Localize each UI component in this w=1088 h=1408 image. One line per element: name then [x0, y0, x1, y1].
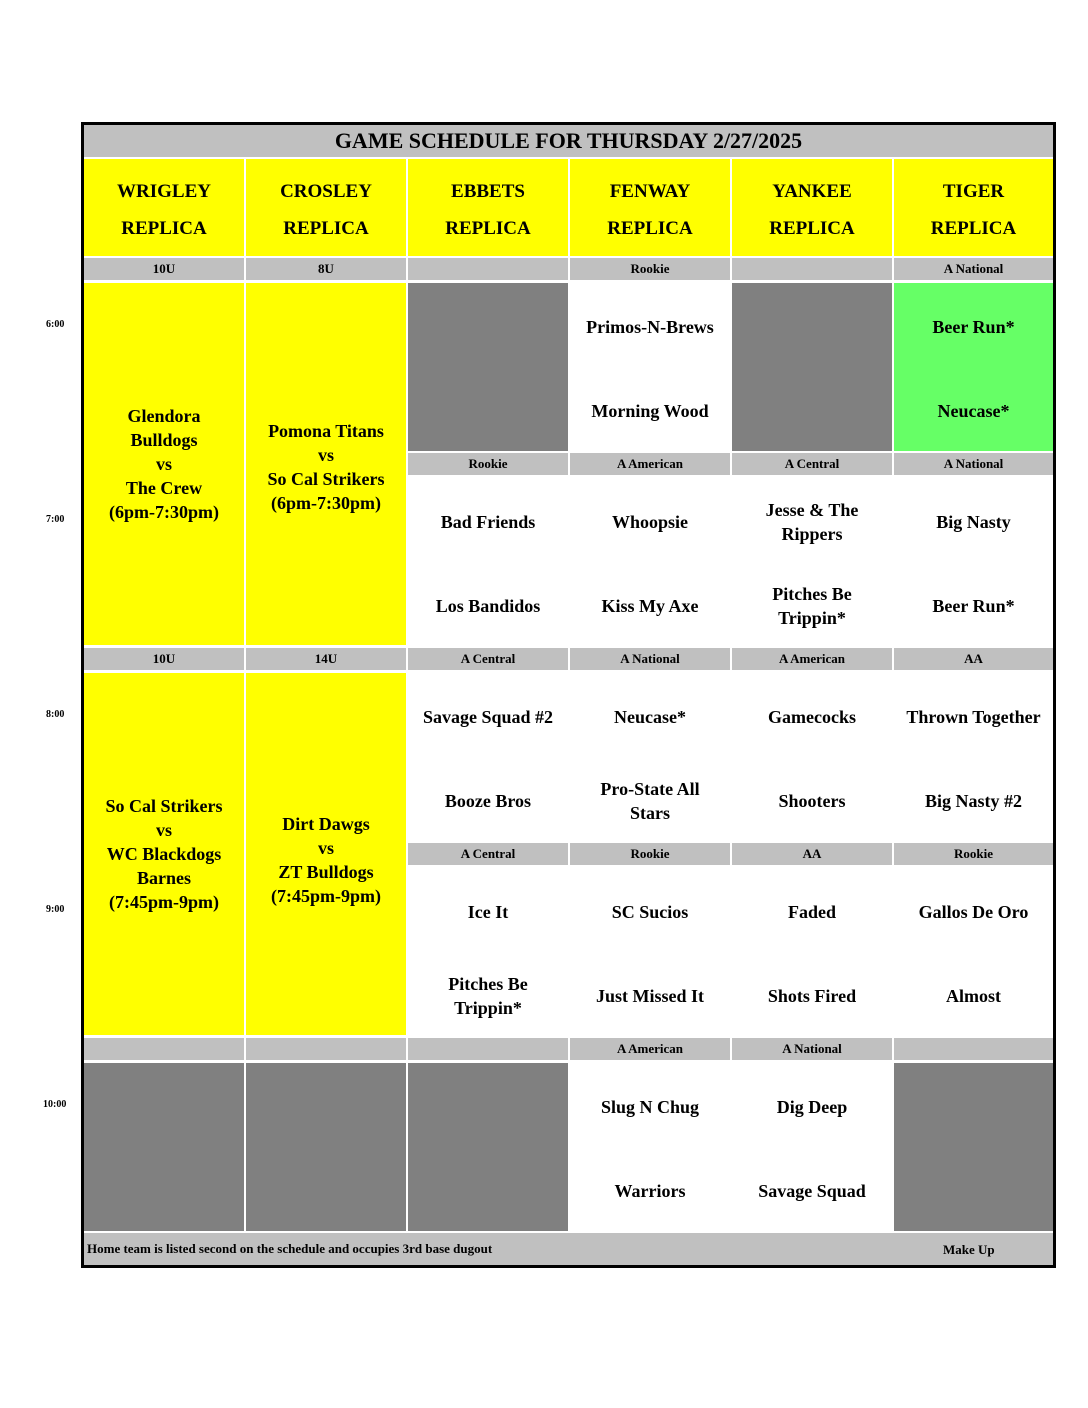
unused-cell: [246, 1063, 406, 1231]
team-name: Thrown Together: [906, 707, 1041, 727]
team-name: Shooters: [778, 791, 846, 811]
field-header-ebbets: [408, 159, 568, 256]
field-header-wrigley: [84, 159, 244, 256]
game-cell-tiger-9pm: [894, 868, 1053, 1036]
field-header-fenway: [570, 159, 730, 256]
team-name: Dirt Dawgs: [282, 814, 370, 834]
game-cell-wrigley-6pm: [84, 283, 244, 645]
team-name: Big Nasty: [936, 512, 1011, 532]
time-label: 9:00: [46, 904, 65, 915]
game-cell-tiger-8pm: [894, 673, 1053, 841]
field-name: EBBETS: [451, 181, 525, 202]
team-name: Shots Fired: [767, 986, 857, 1006]
team-name: SC Sucios: [611, 902, 689, 922]
division-label: Rookie: [570, 843, 730, 865]
game-cell-crosley-745pm: [246, 673, 406, 1035]
team-name: Bulldogs: [130, 430, 198, 450]
team-name: Big Nasty #2: [924, 791, 1022, 811]
division-label: AA: [732, 843, 892, 865]
team-name: Kiss My Axe: [601, 596, 699, 616]
division-label: A National: [732, 1038, 892, 1060]
division-label: A American: [570, 1038, 730, 1060]
division-label: [246, 1038, 406, 1060]
team-name: Gallos De Oro: [918, 902, 1029, 922]
division-label: A National: [894, 258, 1053, 280]
versus-label: vs: [155, 454, 172, 474]
division-label: AA: [894, 648, 1053, 670]
field-sub: REPLICA: [283, 218, 369, 239]
field-name: YANKEE: [772, 181, 852, 202]
team-name: Bad Friends: [440, 512, 536, 532]
game-cell-ebbets-7pm: [408, 478, 568, 646]
footer-note: Home team is listed second on the schedule and occupies 3rd base dugout: [84, 1233, 1053, 1265]
field-sub: REPLICA: [121, 218, 207, 239]
game-time: (6pm-7:30pm): [109, 502, 219, 522]
game-cell-crosley-6pm: [246, 283, 406, 645]
field-sub: REPLICA: [769, 218, 855, 239]
game-cell-fenway-10pm: [570, 1063, 730, 1231]
unused-cell: [84, 1063, 244, 1231]
game-time: (7:45pm-9pm): [109, 892, 219, 912]
game-cell-fenway-6pm: [570, 283, 730, 451]
division-label: [84, 1038, 244, 1060]
division-label: Rookie: [570, 258, 730, 280]
team-name: Pomona Titans: [268, 421, 384, 441]
game-cell-tiger-6pm: [894, 283, 1053, 451]
team-name: Beer Run*: [932, 596, 1015, 616]
team-name: Booze Bros: [444, 791, 532, 811]
team-name: Just Missed It: [595, 986, 704, 1006]
division-label: Rookie: [408, 453, 568, 475]
time-label: 6:00: [46, 319, 65, 330]
versus-label: vs: [317, 445, 334, 465]
game-cell-yankee-10pm: [732, 1063, 892, 1231]
game-cell-yankee-7pm: [732, 478, 892, 646]
team-name: The Crew: [125, 478, 203, 498]
team-name: Almost: [946, 986, 1001, 1006]
team-name: Primos-N-Brews: [586, 317, 714, 337]
team-name: Pitches Be Trippin*: [772, 584, 852, 628]
team-name: Ice It: [467, 902, 509, 922]
team-name: So Cal Strikers: [267, 469, 385, 489]
team-name: Jesse & The Rippers: [765, 500, 859, 544]
field-sub: REPLICA: [607, 218, 693, 239]
division-label: A Central: [408, 843, 568, 865]
game-cell-fenway-9pm: [570, 868, 730, 1036]
team-name: Glendora: [127, 406, 201, 426]
game-cell-fenway-8pm: [570, 673, 730, 841]
division-label: A Central: [732, 453, 892, 475]
team-name: Pitches Be Trippin*: [448, 974, 528, 1018]
time-label: 7:00: [46, 514, 65, 525]
field-sub: REPLICA: [445, 218, 531, 239]
team-name: Barnes: [137, 868, 191, 888]
time-label: 8:00: [46, 709, 65, 720]
team-name: Whoopsie: [611, 512, 689, 532]
team-name: Neucase*: [937, 401, 1010, 421]
makeup-label: Make Up: [943, 1242, 995, 1257]
field-name: CROSLEY: [280, 181, 372, 202]
game-cell-tiger-7pm: [894, 478, 1053, 646]
division-label: A Central: [408, 648, 568, 670]
team-name: Faded: [787, 902, 836, 922]
team-name: Slug N Chug: [600, 1097, 700, 1117]
game-cell-yankee-8pm: [732, 673, 892, 841]
time-label: 10:00: [43, 1099, 67, 1110]
field-header-crosley: [246, 159, 406, 256]
division-label: [894, 1038, 1053, 1060]
team-name: WC Blackdogs: [106, 844, 222, 864]
team-name: So Cal Strikers: [105, 796, 223, 816]
team-name: Dig Deep: [776, 1097, 848, 1117]
division-label: 10U: [84, 258, 244, 280]
team-name: Savage Squad #2: [422, 707, 554, 727]
division-label: [408, 1038, 568, 1060]
unused-cell: [408, 283, 568, 451]
division-label: A American: [732, 648, 892, 670]
game-cell-fenway-7pm: [570, 478, 730, 646]
team-name: Savage Squad: [758, 1181, 866, 1201]
field-name: TIGER: [942, 181, 1005, 202]
field-name: FENWAY: [609, 181, 691, 202]
division-label: 10U: [84, 648, 244, 670]
team-name: Neucase*: [614, 707, 686, 727]
division-label: A American: [570, 453, 730, 475]
game-cell-ebbets-8pm: [408, 673, 568, 841]
division-label: [732, 258, 892, 280]
division-label: Rookie: [894, 843, 1053, 865]
unused-cell: [894, 1063, 1053, 1231]
division-label: 14U: [246, 648, 406, 670]
field-sub: REPLICA: [930, 218, 1017, 239]
division-label: 8U: [246, 258, 406, 280]
field-header-tiger: [894, 159, 1053, 256]
team-name: Gamecocks: [768, 707, 856, 727]
team-name: Morning Wood: [591, 401, 709, 421]
division-label: A National: [570, 648, 730, 670]
team-name: Pro-State All Stars: [600, 779, 700, 823]
team-name: Los Bandidos: [435, 596, 541, 616]
game-cell-yankee-9pm: [732, 868, 892, 1036]
division-label: A National: [894, 453, 1053, 475]
game-cell-wrigley-745pm: [84, 673, 244, 1035]
game-time: (7:45pm-9pm): [271, 886, 381, 906]
team-name: Beer Run*: [932, 317, 1015, 337]
field-name: WRIGLEY: [117, 181, 211, 202]
versus-label: vs: [317, 838, 334, 858]
team-name: ZT Bulldogs: [278, 862, 374, 882]
division-label: [408, 258, 568, 280]
field-header-yankee: [732, 159, 892, 256]
schedule-title: GAME SCHEDULE FOR THURSDAY 2/27/2025: [84, 125, 1053, 157]
unused-cell: [408, 1063, 568, 1231]
game-cell-ebbets-9pm: [408, 868, 568, 1036]
game-time: (6pm-7:30pm): [271, 493, 381, 513]
team-name: Warriors: [614, 1181, 686, 1201]
versus-label: vs: [155, 820, 172, 840]
unused-cell: [732, 283, 892, 451]
